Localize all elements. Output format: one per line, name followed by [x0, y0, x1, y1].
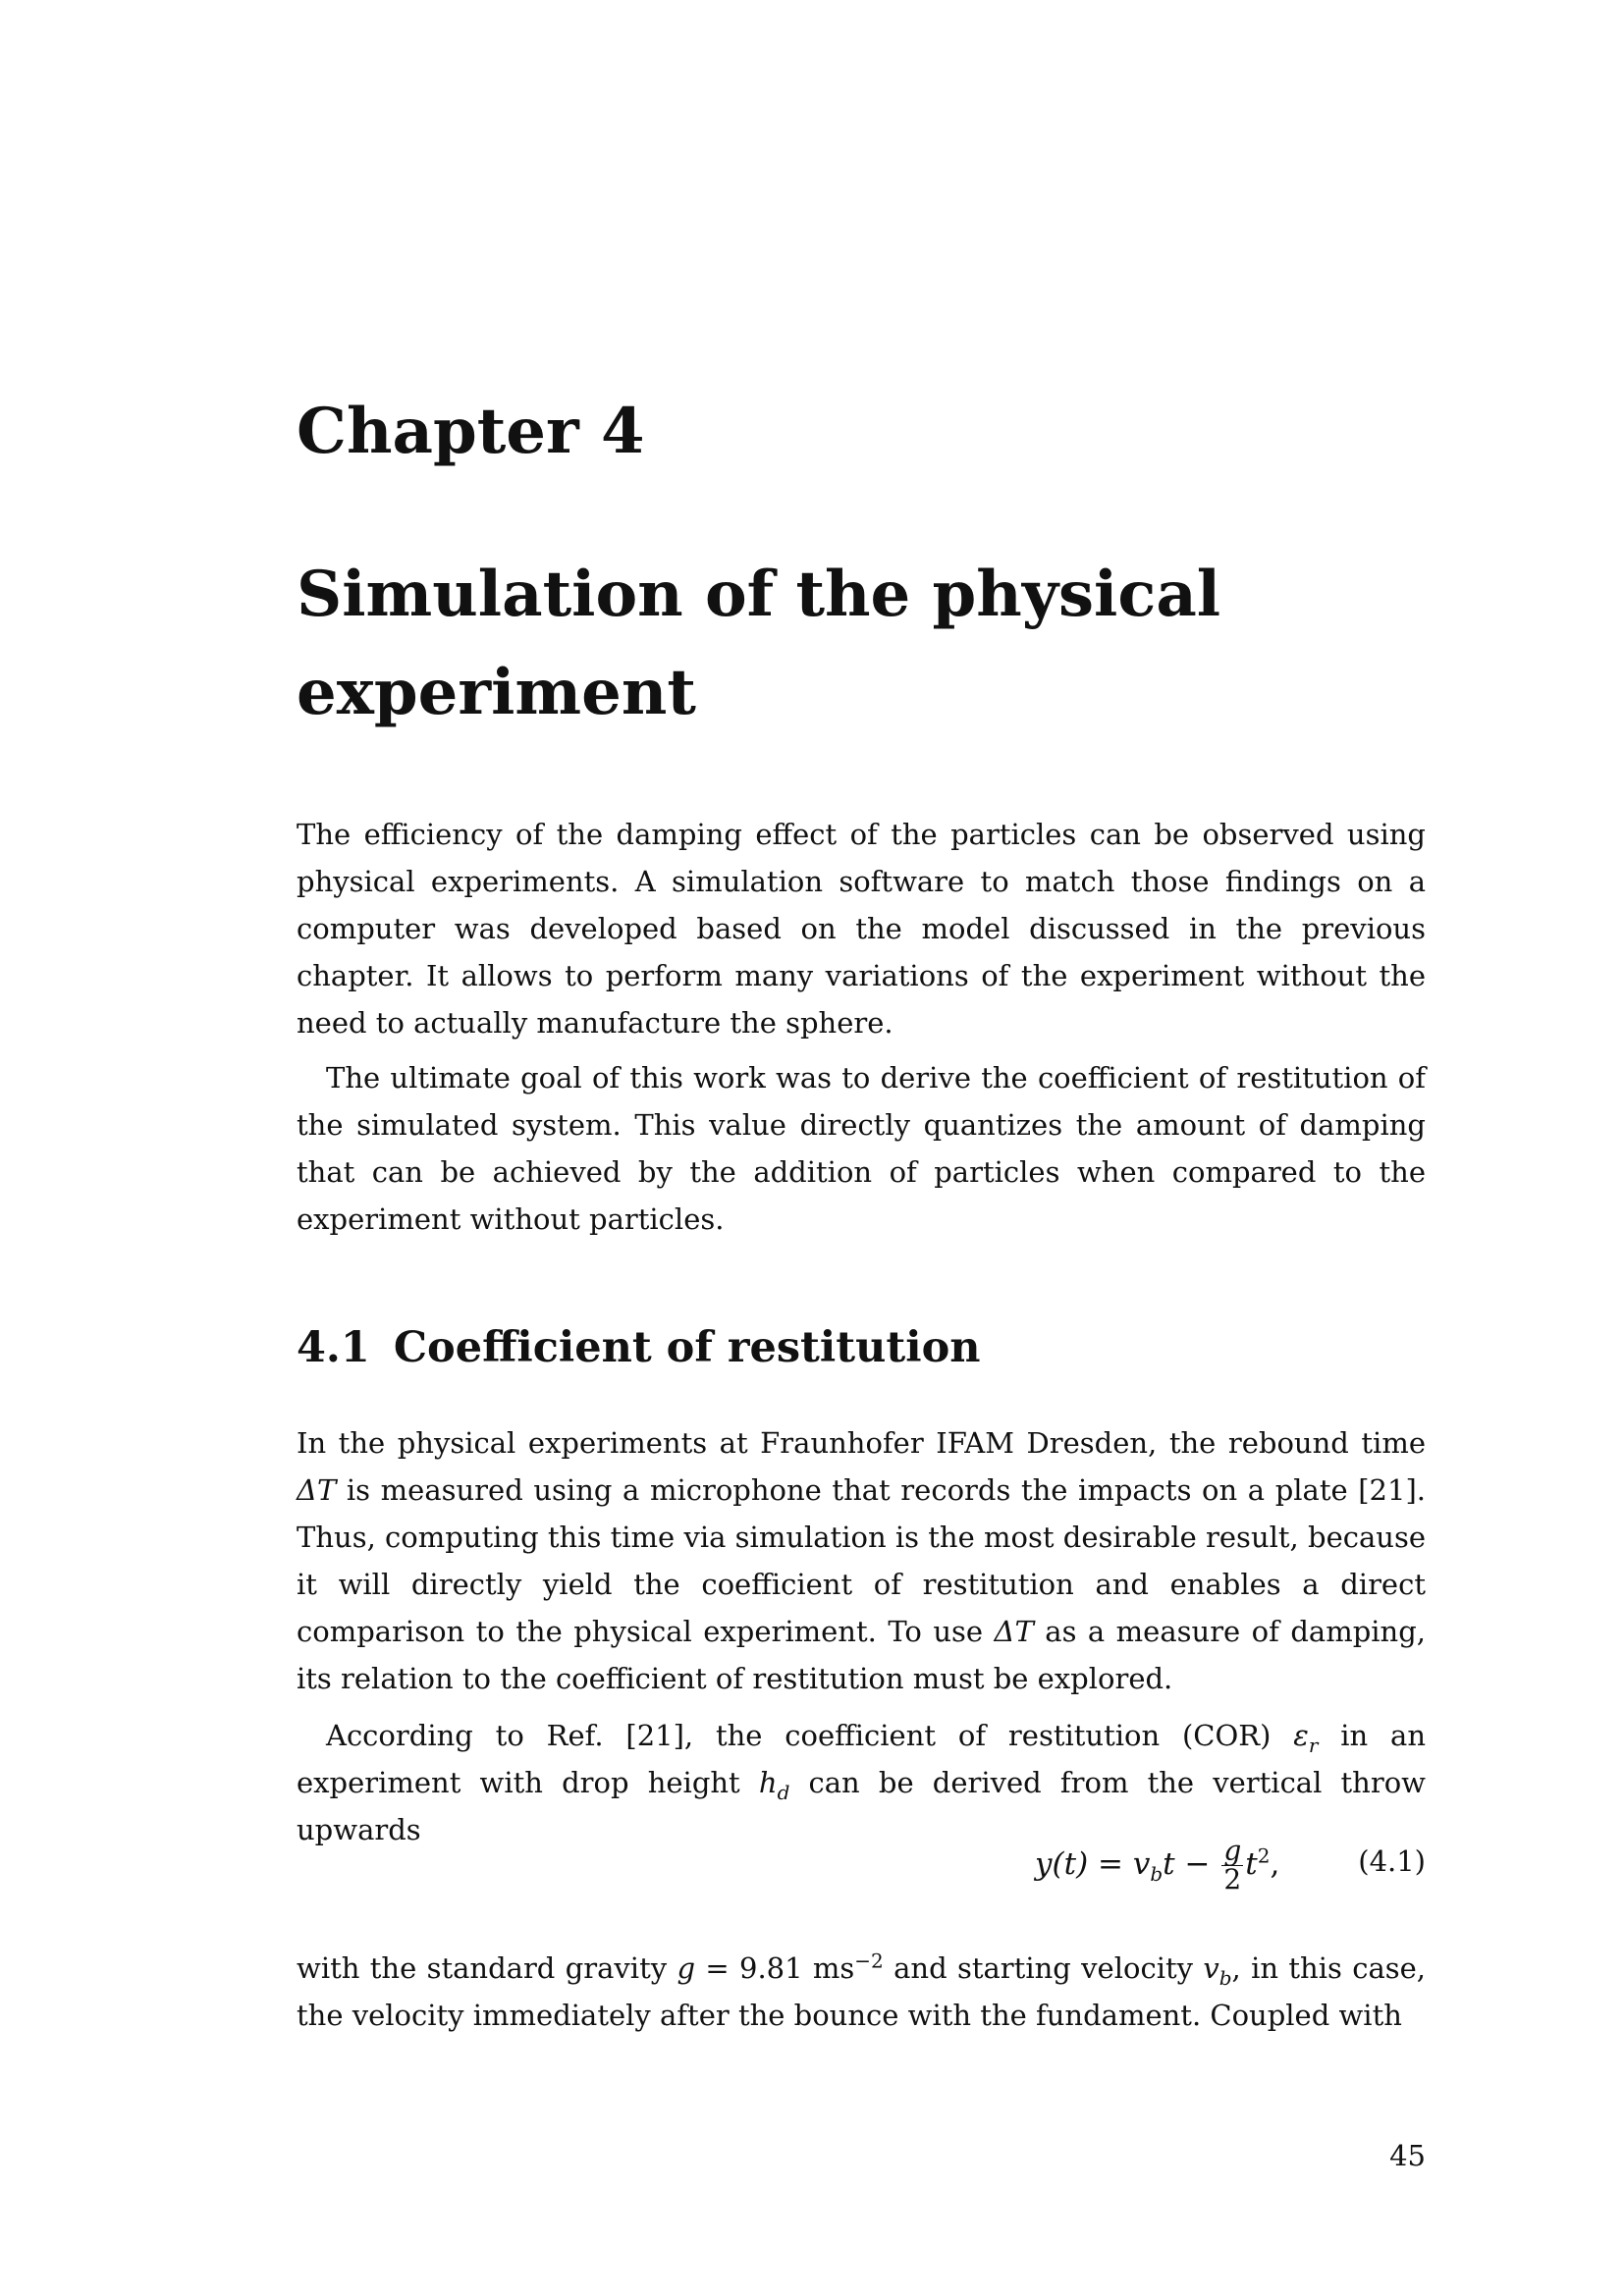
drop-height-symbol: h — [758, 1766, 778, 1799]
delta-t-symbol: ΔT — [297, 1473, 337, 1507]
equation-fraction: $\frac{g}{2}$ — [1223, 1835, 1242, 1896]
intro-paragraph-2-text: The ultimate goal of this work was to derive the coefficient of restitution of the simulated system. This value directly quantizes the amount of damping that can be achieved by the addition of particles when compared to the experiment without particles. — [297, 1061, 1426, 1236]
cor-symbol: ε — [1293, 1719, 1309, 1752]
intro-paragraph-1 — [297, 811, 1426, 1046]
section-paragraph-1 — [297, 1419, 1426, 1702]
section-paragraph-2-text: According to Ref. [21], the coefficient of restitution (COR) $\varepsilon_r$ in an experiment with drop height $h_d$ can be derived from the vertical throw upwards — [297, 1719, 1427, 1846]
section-number: 4.1 — [297, 1323, 370, 1372]
section-paragraph-3 — [297, 1945, 1426, 2039]
section-paragraph-3-text: with the standard gravity g = 9.81 $ms^{-2}$ and starting velocity $v_b$, in this case, the velocity immediately after the bounce with the fundament. Coupled with — [297, 1949, 1426, 2032]
page-number: 45 — [1389, 2139, 1426, 2172]
chapter-number: Chapter 4 — [297, 395, 645, 468]
section-paragraph-1-text: In the physical experiments at Fraunhofer IFAM Dresden, the rebound time ΔT is measured using a microphone that records the impacts on a plate [21]. Thus, computing this time via simulation is the most desirable result, because it will directly yield the coefficient of restitution and enables a direct comparison to the physical experiment. To use ΔT as a measure of damping, its relation to the coefficient of restitution must be explored. — [297, 1426, 1426, 1695]
intro-paragraph-1-text: The efficiency of the damping effect of the particles can be observed using physical experiments. A simulation software to match those findings on a computer was developed based on the model discussed in the previous chapter. It allows to perform many variations of the experiment without the need to actually manufacture the sphere. — [297, 818, 1426, 1040]
intro-paragraph-2 — [297, 1054, 1426, 1243]
section-title: Coefficient of restitution — [393, 1323, 981, 1372]
chapter-title: Simulation of the physical experiment — [297, 558, 1221, 729]
gravity-symbol: g — [677, 1951, 696, 1985]
delta-t-symbol: ΔT — [994, 1615, 1034, 1648]
equation-4-1 — [297, 1832, 1426, 1914]
section-heading — [297, 1320, 981, 1375]
equation-label: (4.1) — [1358, 1844, 1426, 1878]
equation-body: $y(t) = v_bt$ − $\frac{g}{2}$ $t^2$, — [1035, 1835, 1280, 1896]
velocity-symbol: v — [1203, 1951, 1219, 1985]
